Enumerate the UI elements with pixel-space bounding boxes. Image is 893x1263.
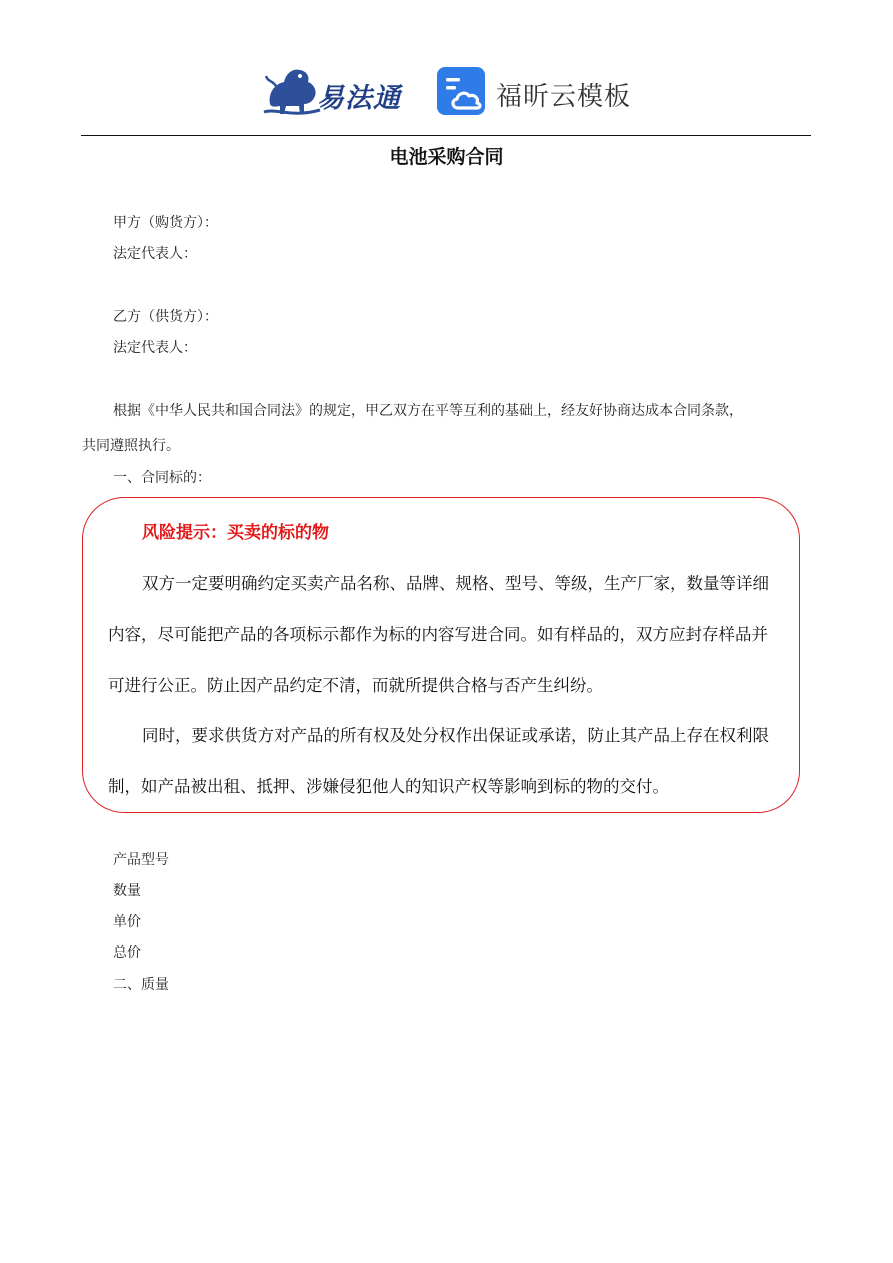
- field-product-model: 产品型号: [113, 852, 169, 868]
- party-b-label: 乙方（供货方）：: [113, 309, 218, 325]
- risk-notice-line: 双方一定要明确约定买卖产品名称、品牌、规格、型号、等级，生产厂家，数量等详细: [142, 574, 769, 593]
- risk-notice-line: 可进行公正。防止因产品约定不清，而就所提供合格与否产生纠纷。: [108, 676, 603, 695]
- fuxin-brand-text: 福昕云模板: [496, 82, 632, 112]
- yifatong-brand-text: 易法通: [317, 83, 401, 114]
- party-a-representative: 法定代表人：: [113, 246, 197, 262]
- field-total-price: 总价: [113, 945, 141, 961]
- party-a-label: 甲方（购货方）：: [113, 215, 218, 231]
- preamble-line-1: 根据《中华人民共和国合同法》的规定，甲乙双方在平等互利的基础上，经友好协商达成本合同条款，: [113, 403, 743, 419]
- field-quantity: 数量: [113, 883, 141, 899]
- risk-notice-title: 风险提示：买卖的标的物: [142, 523, 329, 543]
- risk-notice-line: 同时，要求供货方对产品的所有权及处分权作出保证或承诺，防止其产品上存在权利限: [142, 726, 769, 745]
- header: [0, 58, 893, 124]
- header-divider: [81, 135, 811, 136]
- risk-notice-line: 内容，尽可能把产品的各项标示都作为标的内容写进合同。如有样品的，双方应封存样品并: [108, 625, 768, 644]
- fuxin-logo[interactable]: [436, 64, 636, 120]
- document-title: 电池采购合同: [389, 146, 504, 168]
- section-1-heading: 一、合同标的：: [113, 470, 211, 486]
- qilin-mascot-icon: [262, 62, 322, 120]
- cloud-document-icon: [436, 66, 488, 118]
- section-2-heading: 二、质量: [113, 977, 169, 993]
- risk-notice-box: [82, 497, 800, 813]
- preamble-line-2: 共同遵照执行。: [82, 438, 180, 454]
- yifatong-logo[interactable]: [262, 62, 412, 120]
- field-unit-price: 单价: [113, 914, 141, 930]
- risk-notice-line: 制，如产品被出租、抵押、涉嫌侵犯他人的知识产权等影响到标的物的交付。: [108, 777, 669, 796]
- party-b-representative: 法定代表人：: [113, 340, 197, 356]
